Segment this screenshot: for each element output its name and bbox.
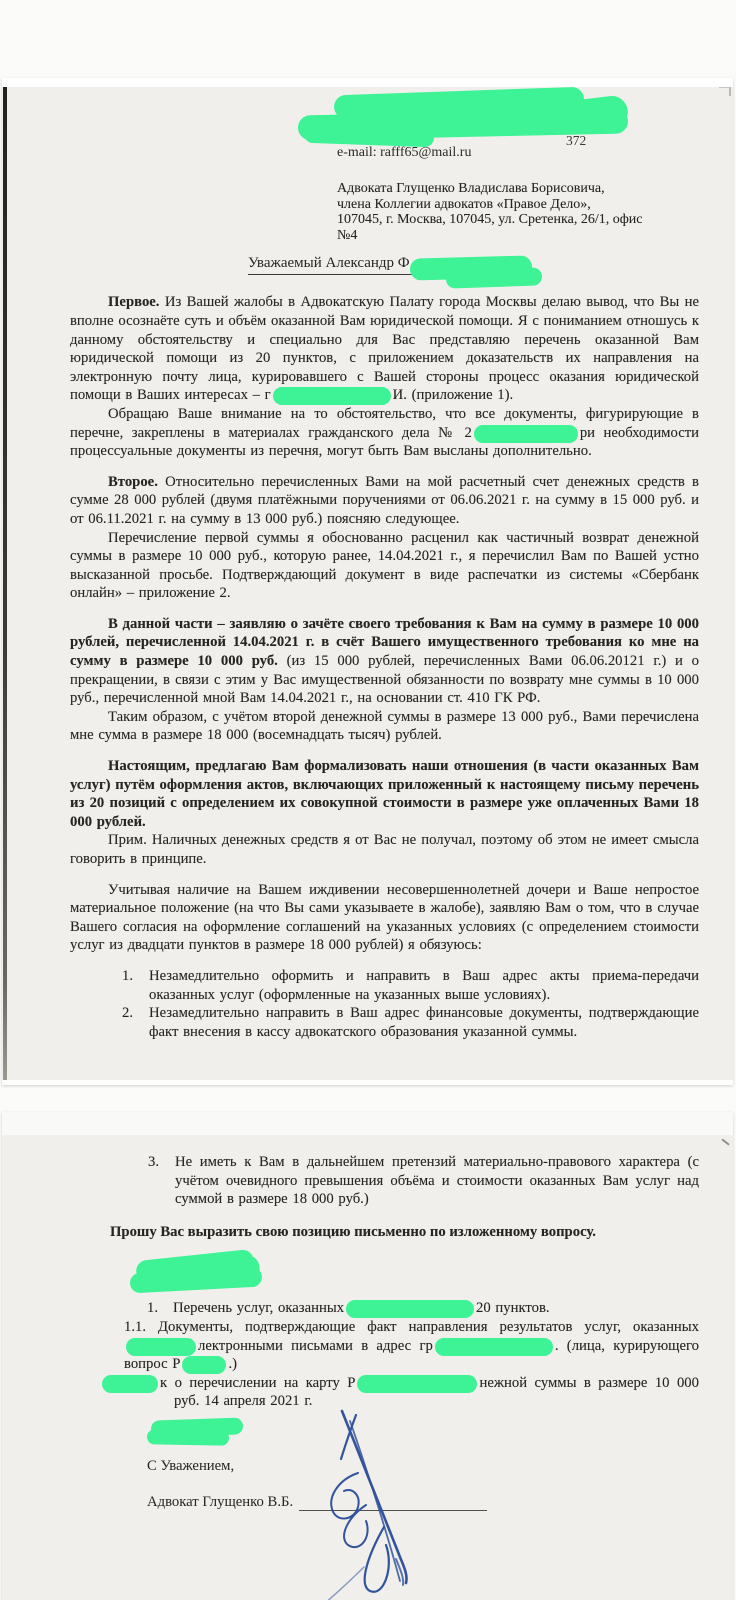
redaction-mark <box>273 387 391 405</box>
redaction-mark <box>304 125 435 148</box>
redaction-mark <box>346 1300 474 1318</box>
letterhead-fragment: 372 <box>566 133 587 148</box>
list-item: 2. Незамедлительно направить в Ваш адрес финансовые документы, подтверждающие факт внесения в кассу адвокатского образования указанной суммы. <box>122 1005 699 1040</box>
redaction-mark <box>435 1338 553 1356</box>
paragraph-offset: В данной части – заявляю о зачёте своего требования к Вам на сумму в размере 10 000 рублей, перечисленной 14.04.2021 г. в счёт Вашего имущественного требования ко мне на сумму в размере 10 000 руб. (из 15 000 рублей, перечисленных Вами 06.06.20121 г.) и о прекращении, в связи с этим у Вас имущественной обязанности по возврату мне суммы в 10 000 руб., перечисленной мной Вам 14.04.2021 г., на основании ст. 410 ГК РФ. <box>70 615 699 707</box>
redaction-mark <box>357 1375 477 1393</box>
email-line: e-mail: rafff65@mail.ru <box>337 145 472 160</box>
signoff-row <box>147 1494 699 1511</box>
salutation-text: Уважаемый Александр Ф <box>248 255 410 272</box>
page-2 <box>2 1112 733 1600</box>
redaction-mark <box>446 268 543 289</box>
redaction-mark <box>126 1338 196 1356</box>
paragraph-total: Таким образом, с учётом второй денежной суммы в размере 13 000 руб., Вами перечислена мне сумма в размере 18 000 (восемнадцать тысяч) рублей. <box>70 708 699 744</box>
addressee-line: члена Коллегии адвокатов «Правое Дело», <box>337 196 591 212</box>
addressee-line: №4 <box>337 227 358 243</box>
redaction-mark <box>182 1356 226 1374</box>
redaction-appendix-heading <box>130 1255 270 1293</box>
signature-line <box>299 1495 487 1511</box>
salutation <box>248 255 699 279</box>
page-1 <box>2 78 733 1085</box>
addressee-block <box>337 181 699 243</box>
signoff-name: Адвокат Глущенко В.Б. <box>147 1493 294 1510</box>
appendix-subitem: 1.1. Документы, подтверждающие факт направления результатов услуг, оказанных лектронными письмами в адрес гр . (лица, курирующего вопрос Р .) <box>124 1318 700 1373</box>
request-line: Прошу Вас выразить свою позицию письменно по изложенному вопросу. <box>110 1223 596 1240</box>
appendix-item: 1. Перечень услуг, оказанных 20 пунктов. <box>147 1300 550 1317</box>
redaction-mark <box>147 1429 229 1445</box>
paragraph-conditions: Учитывая наличие на Вашем иждивении несовершеннолетней дочери и Ваше непростое материальное положение (на что Вы сами указываете в жалобе), заявляю Вам о том, что в случае Вашего согласия на оформление соглашений на указанных условиях (с определением стоимости услуг из двадцати пунктов в размере 18 000 рублей) я обязуюсь: <box>70 881 699 954</box>
paragraph-transfer: Перечисление первой суммы я обоснованно расценил как частичный возврат денежной суммы в размере 10 000 руб., которую ранее, 14.04.2021 г., я перечислил Вам по Вашей устно высказанной просьбе. Подтверждающий документ в виде распечатки из системы «Сбербанк онлайн» – приложение 2. <box>70 529 699 602</box>
paragraph-pervoe: Первое. Из Вашей жалобы в Адвокатскую Палату города Москвы делаю вывод, что Вы не вполне осознаёте суть и объём оказанной Вам юридической помощи. Я с пониманием отношусь к данному обстоятельству и специально для Вас представляю перечень оказанной Вам юридической помощи из 20 пунктов, с приложением доказательств их направления на электронную почту лица, курировавшего с Вашей стороны процесс оказания юридической помощи в Ваших интересах – г И. (приложение 1). <box>70 294 699 404</box>
paragraph-vtoroe: Второе. Относительно перечисленных Вами на мой расчетный счет денежных средств в сумме 28 000 рублей (двумя платёжными поручениями от 06.06.2021 г. на сумму в 15 000 руб. и от 06.11.2021 г. на сумму в 13 000 руб.) поясняю следующее. <box>70 473 699 527</box>
redaction-mark <box>474 425 578 443</box>
letterhead <box>70 87 699 181</box>
redaction-mark <box>102 1375 158 1393</box>
addressee-line: Адвоката Глущенко Владислава Борисовича, <box>337 181 605 196</box>
paragraph-note: Прим. Наличных денежных средств я от Вас не получал, поэтому об этом не имеет смысла говорить в принципе. <box>70 832 699 867</box>
redaction-date <box>147 1419 243 1446</box>
paragraph-proposal: Настоящим, предлагаю Вам формализовать наши отношения (в части оказанных Вам услуг) путём оформления актов, включающих приложенный к настоящему письму перечень из 20 позиций с определением их совокупной стоимости в размере уже оплаченных Вами 18 000 рублей. <box>70 758 699 830</box>
paragraph-notice: Обращаю Ваше внимание на то обстоятельство, что все документы, фигурирующие в перечне, закреплены в материалах гражданского дела № 2 ри необходимости процессуальные документы из перечня, могут быть Вам высланы дополнительно. <box>70 405 699 460</box>
addressee-line: 107045, г. Москва, 107045, ул. Сретенка, 26/1, офис <box>337 212 643 228</box>
list-item: 1. Незамедлительно оформить и направить в Ваш адрес акты приема-передачи оказанных услуг (оформленные на указанных выше условиях). <box>122 967 699 1003</box>
closing-line: С Уважением, <box>147 1457 235 1474</box>
appendix-item: к о перечислении на карту Р нежной суммы в размере 10 000 руб. 14 апреля 2021 г. <box>70 1374 699 1411</box>
list-item: 3. Не иметь к Вам в дальнейшем претензий материально-правового характера (с учётом очевидного превышения объёма и стоимости оказанных Вам услуг над суммой в размере 18 000 руб.) <box>148 1154 699 1208</box>
